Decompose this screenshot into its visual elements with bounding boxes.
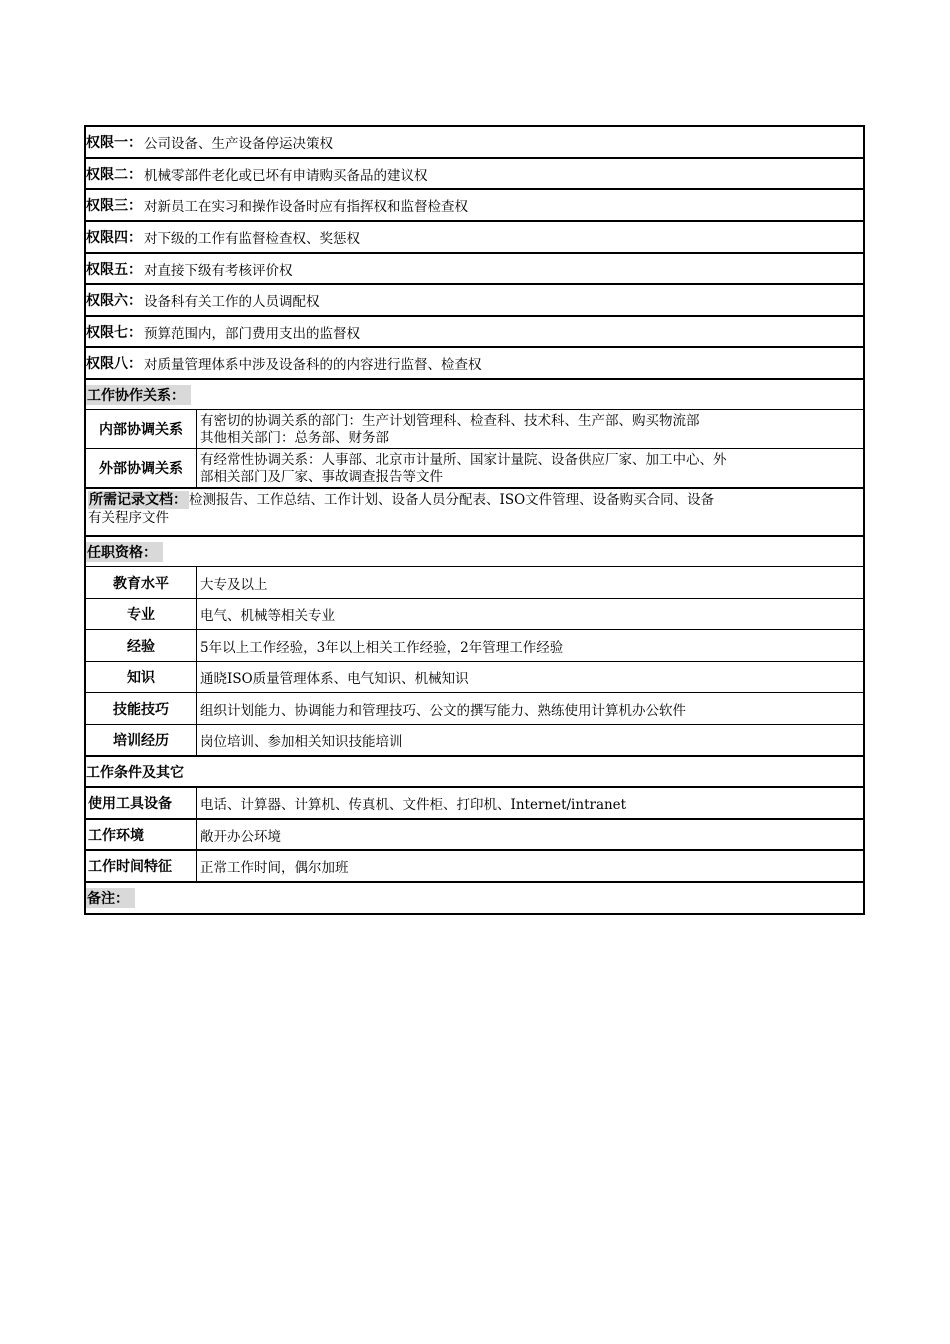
authority-label: 权限四： bbox=[86, 230, 142, 246]
qualification-row bbox=[86, 693, 863, 725]
qualification-value: 组织计划能力、协调能力和管理技巧、公文的撰写能力、熟练使用计算机办公软件 bbox=[200, 702, 686, 719]
authority-label: 权限八： bbox=[86, 356, 142, 372]
authority-row-6 bbox=[86, 285, 863, 317]
external-coordination-line2: 部相关部门及厂家、事故调查报告等文件 bbox=[200, 468, 443, 485]
authority-row-1 bbox=[86, 127, 863, 159]
internal-coordination-row bbox=[86, 410, 863, 449]
qualification-key: 专业 bbox=[86, 599, 197, 629]
qualification-row bbox=[86, 630, 863, 662]
internal-coordination-label: 内部协调关系 bbox=[86, 410, 197, 448]
authority-label: 权限七： bbox=[86, 324, 142, 341]
condition-row bbox=[86, 851, 863, 883]
qualification-value: 通晓ISO质量管理体系、电气知识、机械知识 bbox=[200, 671, 469, 687]
external-coordination-cell bbox=[197, 449, 863, 487]
condition-row bbox=[86, 820, 863, 851]
qualification-key: 培训经历 bbox=[86, 725, 197, 755]
condition-row bbox=[86, 788, 863, 820]
qualification-value: 大专及以上 bbox=[200, 576, 268, 593]
qualification-value: 5年以上工作经验，3年以上相关工作经验，2年管理工作经验 bbox=[200, 639, 564, 656]
authority-row-2 bbox=[86, 159, 863, 190]
authority-text: 机械零部件老化或已坏有申请购买备品的建议权 bbox=[144, 167, 428, 184]
authority-row-8 bbox=[86, 348, 863, 380]
collaboration-heading: 工作协作关系： bbox=[86, 385, 191, 405]
authority-text: 预算范围内，部门费用支出的监督权 bbox=[144, 325, 360, 342]
authority-label: 权限三： bbox=[86, 198, 142, 214]
records-cell bbox=[86, 489, 716, 527]
qualification-row bbox=[86, 725, 863, 757]
notes-row bbox=[86, 883, 863, 913]
qualification-value: 岗位培训、参加相关知识技能培训 bbox=[200, 734, 403, 750]
qualification-row bbox=[86, 599, 863, 630]
qualification-key: 技能技巧 bbox=[86, 693, 197, 724]
authority-row-3 bbox=[86, 190, 863, 222]
authority-text: 对质量管理体系中涉及设备科的的内容进行监督、检查权 bbox=[144, 357, 482, 373]
records-text-1: 检测报告、工作总结、工作计划、设备人员分配表、ISO文件管理、设备购买合同、设备 bbox=[189, 492, 715, 508]
qualification-key: 教育水平 bbox=[86, 567, 197, 598]
authority-row-4 bbox=[86, 222, 863, 254]
condition-key: 使用工具设备 bbox=[86, 788, 197, 818]
authority-label: 权限六： bbox=[86, 293, 142, 309]
condition-key: 工作环境 bbox=[86, 820, 197, 849]
authority-label: 权限五： bbox=[86, 261, 142, 278]
authority-text: 公司设备、生产设备停运决策权 bbox=[144, 136, 333, 152]
authority-text: 设备科有关工作的人员调配权 bbox=[144, 294, 320, 310]
records-row bbox=[86, 489, 863, 537]
condition-value: 电话、计算器、计算机、传真机、文件柜、打印机、Internet/intranet bbox=[200, 797, 627, 813]
authority-text: 对新员工在实习和操作设备时应有指挥权和监督检查权 bbox=[144, 199, 468, 215]
qualifications-heading: 任职资格： bbox=[86, 542, 163, 562]
external-coordination-line1: 有经常性协调关系：人事部、北京市计量所、国家计量院、设备供应厂家、加工中心、外 bbox=[200, 451, 727, 468]
authority-text: 对下级的工作有监督检查权、奖惩权 bbox=[144, 231, 360, 247]
authority-row-5 bbox=[86, 254, 863, 285]
records-text-2: 有关程序文件 bbox=[88, 510, 169, 526]
records-label: 所需记录文档： bbox=[89, 492, 187, 508]
condition-key: 工作时间特征 bbox=[86, 851, 197, 881]
condition-value: 正常工作时间，偶尔加班 bbox=[200, 860, 349, 876]
notes-label: 备注： bbox=[86, 888, 135, 908]
qualification-key: 知识 bbox=[86, 662, 197, 692]
internal-coordination-cell bbox=[197, 410, 863, 448]
internal-coordination-line1: 有密切的协调关系的部门：生产计划管理科、检查科、技术科、生产部、购买物流部 bbox=[200, 412, 700, 429]
authority-label: 权限一： bbox=[86, 135, 142, 151]
conditions-heading-row bbox=[86, 757, 863, 788]
authority-label: 权限二： bbox=[86, 166, 142, 183]
authority-text: 对直接下级有考核评价权 bbox=[144, 262, 293, 279]
collaboration-heading-row bbox=[86, 380, 863, 410]
authority-row-7 bbox=[86, 317, 863, 348]
qualification-value: 电气、机械等相关专业 bbox=[200, 608, 335, 624]
internal-coordination-line2: 其他相关部门：总务部、财务部 bbox=[200, 429, 389, 446]
qualification-row bbox=[86, 662, 863, 693]
condition-value: 敞开办公环境 bbox=[200, 828, 281, 845]
qualifications-heading-row bbox=[86, 537, 863, 567]
job-description-table bbox=[84, 125, 865, 915]
qualification-row bbox=[86, 567, 863, 599]
external-coordination-row bbox=[86, 449, 863, 489]
qualification-key: 经验 bbox=[86, 630, 197, 661]
external-coordination-label: 外部协调关系 bbox=[86, 449, 197, 487]
conditions-heading: 工作条件及其它 bbox=[86, 764, 184, 781]
